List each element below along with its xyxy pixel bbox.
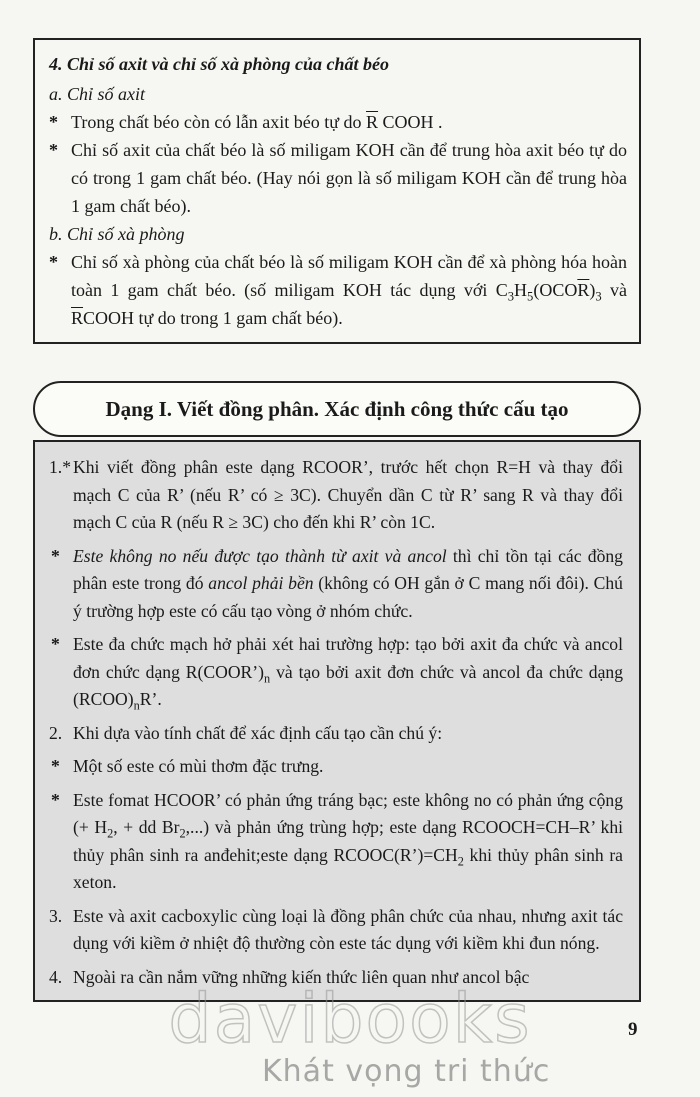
section-banner — [33, 381, 641, 437]
star-marker: * — [49, 112, 58, 132]
watermark-brand: davibooks — [168, 980, 532, 1059]
item-number: 4. — [49, 966, 63, 987]
star-marker: * — [49, 252, 58, 272]
subheading-saponification-index: b. Chỉ số xà phòng — [49, 224, 185, 244]
bullet-formate-reactions: * Este fomat HCOOR’ có phản ứng tráng bạc; este không no có phản ứng cộng (+ $H_2$, + dd $Br_2$,...) và phản ứng trùng hợp; este dạng RCOOCH=CH–R’ khi thủy phân sinh ra anđehit;este dạng $RCOOC(R’)=CH_2$ khi thủy phân sinh ra xeton. — [49, 787, 623, 897]
method-box — [33, 440, 641, 1002]
section-heading: 4. Chỉ số axit và chỉ số xà phòng của chất béo — [49, 54, 390, 74]
bullet-polyfunctional-ester: * Este đa chức mạch hở phải xét hai trường hợp: tạo bởi axit đa chức và ancol đơn chức dạng $R(COOR’)_n$ và tạo bởi axit đơn chức và ancol đa chức dạng $(RCOO)_nR$’. — [49, 631, 623, 714]
bullet-aroma: * Một số este có mùi thơm đặc trưng. — [49, 753, 623, 781]
item-1: 1.* Khi viết đồng phân este dạng RCOOR’, trước hết chọn R=H và thay đổi mạch C của R’ (nếu R’ có ≥ 3C). Chuyển dần C từ R’ sang R và thay đổi mạch C của R (nếu R ≥ 3C) cho đến khi R’ còn 1C. — [49, 454, 623, 537]
item-number: 2. — [49, 722, 63, 743]
bullet-saponification-definition: * Chỉ số xà phòng của chất béo là số miligam KOH cần để xà phòng hóa hoàn toàn 1 gam chất béo. (số miligam KOH tác dụng với $C_3H_5(OCO\overline{R})_3$ và $\overline{R}COOH$ tự do trong 1 gam chất béo). — [49, 248, 627, 332]
r-bar: $\overline{R}$ — [366, 112, 379, 132]
item-2: 2. Khi dựa vào tính chất để xác định cấu tạo cần chú ý: — [49, 720, 623, 748]
star-marker: * — [51, 634, 60, 654]
item-number: 3. — [49, 905, 63, 926]
star-marker: * — [51, 789, 60, 810]
item-4: 4. Ngoài ra cần nắm vững những kiến thức liên quan như ancol bậc — [49, 964, 623, 992]
star-marker: * — [51, 545, 60, 566]
bullet-unsaturated-ester: * Este không no nếu được tạo thành từ axit và ancol thì chỉ tồn tại các đồng phân este trong đó ancol phải bền (không có OH gắn ở C mang nối đôi). Chú ý trường hợp este có cấu tạo vòng ở nhóm chức. — [49, 543, 623, 626]
page-number: 9 — [628, 1019, 638, 1040]
theory-box — [33, 38, 641, 344]
subheading-acid-index: a. Chỉ số axit — [49, 84, 146, 104]
bullet-acid-index-definition: * Chỉ số axit của chất béo là số miligam KOH cần để trung hòa axit béo tự do có trong 1 gam chất béo. (Hay nói gọn là số miligam KOH cần để trung hòa 1 gam chất béo). — [49, 136, 627, 220]
item-number: 1.* — [49, 457, 71, 477]
banner-title: Dạng I. Viết đồng phân. Xác định công thức cấu tạo — [105, 396, 569, 421]
item-3: 3. Este và axit cacboxylic cùng loại là đồng phân chức của nhau, nhưng axit tác dụng với kiềm ở nhiệt độ thường còn este tác dụng với kiềm khi đun nóng. — [49, 903, 623, 958]
star-marker: * — [51, 756, 60, 776]
r-bar: $\overline{R}$ — [71, 308, 84, 328]
triglyceride-formula: $C_3H_5(OCO\overline{R})_3$ — [495, 280, 602, 304]
watermark-slogan: Khát vọng tri thức — [262, 1054, 551, 1089]
star-marker: * — [49, 140, 58, 160]
bullet-free-fatty-acid: * Trong chất béo còn có lẫn axit béo tự do $\overline{R}$ COOH . — [49, 108, 627, 136]
